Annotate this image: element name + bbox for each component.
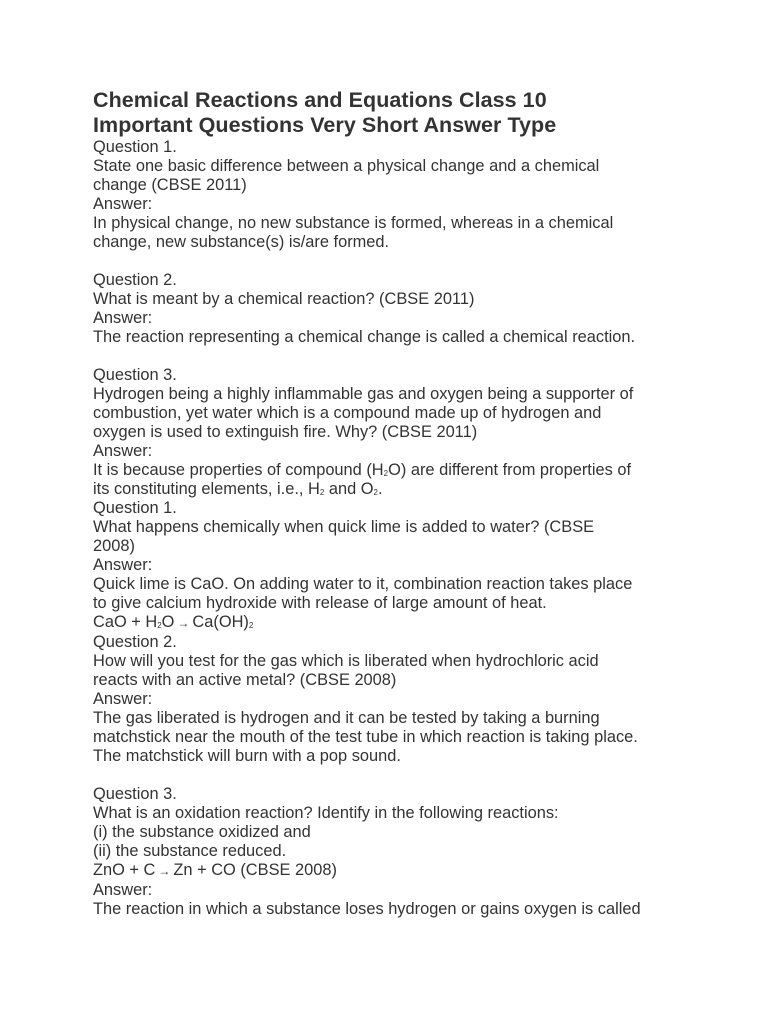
answer-text: Quick lime is CaO. On adding water to it, combination reaction takes place [93,575,633,593]
answer-label: Answer: [93,309,153,327]
answer-label: Answer: [93,195,153,213]
answer-text-part: It is because properties of compound (H [93,461,384,479]
answer-text: to give calcium hydroxide with release of large amount of heat. [93,594,547,612]
question-text: oxygen is used to extinguish fire. Why? (CBSE 2011) [93,423,478,441]
arrow-right-icon: → [158,864,171,878]
document-page [93,88,693,919]
question-label: Question 3. [93,785,177,803]
spacer [93,766,693,785]
answer-text [93,461,693,480]
subscript: 2 [157,621,162,630]
spacer [93,347,693,366]
arrow-right-icon: → [177,616,190,630]
question-text: reacts with an active metal? (CBSE 2008) [93,671,397,689]
answer-text: In physical change, no new substance is formed, whereas in a chemical [93,214,614,232]
question-text: combustion, yet water which is a compound made up of hydrogen and [93,404,602,422]
question-block [93,785,693,919]
answer-text-part: . [377,480,383,498]
answer-text: The reaction representing a chemical change is called a chemical reaction. [93,328,636,346]
question-label: Question 2. [93,633,177,651]
answer-text [93,480,693,499]
question-label: Question 2. [93,271,177,289]
question-label: Question 1. [93,138,177,156]
question-block [93,138,693,252]
question-label: Question 3. [93,366,177,384]
answer-text: The gas liberated is hydrogen and it can be tested by taking a burning [93,709,600,727]
question-block [93,633,693,766]
question-text: What is meant by a chemical reaction? (CBSE 2011) [93,290,475,308]
equation-part: CaO + H [93,613,158,631]
subscript: 2 [248,621,254,630]
answer-text-part: and O [324,480,374,498]
answer-label: Answer: [93,556,153,574]
answer-text: The matchstick will burn with a pop sound. [93,747,401,765]
answer-text: matchstick near the mouth of the test tube in which reaction is taking place. [93,728,638,746]
page-title-line-2: Important Questions Very Short Answer Type [93,113,557,137]
question-text: State one basic difference between a physical change and a chemical [93,157,600,175]
question-text: How will you test for the gas which is liberated when hydrochloric acid [93,652,599,670]
equation-part: Ca(OH) [192,613,249,631]
chemical-equation [93,613,693,633]
answer-text-part: its constituting elements, i.e., H [93,480,320,498]
answer-label: Answer: [93,881,153,899]
question-block [93,271,693,347]
subscript: 2 [373,488,378,497]
page-title-line-1: Chemical Reactions and Equations Class 10 [93,88,547,112]
equation-part: ZnO + C [93,861,156,879]
question-text: change (CBSE 2011) [93,176,247,194]
spacer [93,252,693,271]
question-text: (ii) the substance reduced. [93,842,287,860]
question-block [93,366,693,499]
answer-label: Answer: [93,442,153,460]
chemical-equation [93,861,693,881]
equation-part: O [161,613,175,631]
answer-text: change, new substance(s) is/are formed. [93,233,390,251]
question-label: Question 1. [93,499,177,517]
question-text: (i) the substance oxidized and [93,823,311,841]
question-text: What is an oxidation reaction? Identify in the following reactions: [93,804,559,822]
equation-part: Zn + CO (CBSE 2008) [173,861,337,879]
subscript: 2 [383,469,389,478]
page-title [93,88,693,138]
question-text: Hydrogen being a highly inflammable gas and oxygen being a supporter of [93,385,634,403]
answer-label: Answer: [93,690,153,708]
question-text: What happens chemically when quick lime is added to water? (CBSE [93,518,595,536]
answer-text: The reaction in which a substance loses hydrogen or gains oxygen is called [93,900,641,918]
subscript: 2 [319,488,325,497]
answer-text-part: O) are different from properties of [388,461,632,479]
question-block [93,499,693,633]
question-text: 2008) [93,537,135,555]
